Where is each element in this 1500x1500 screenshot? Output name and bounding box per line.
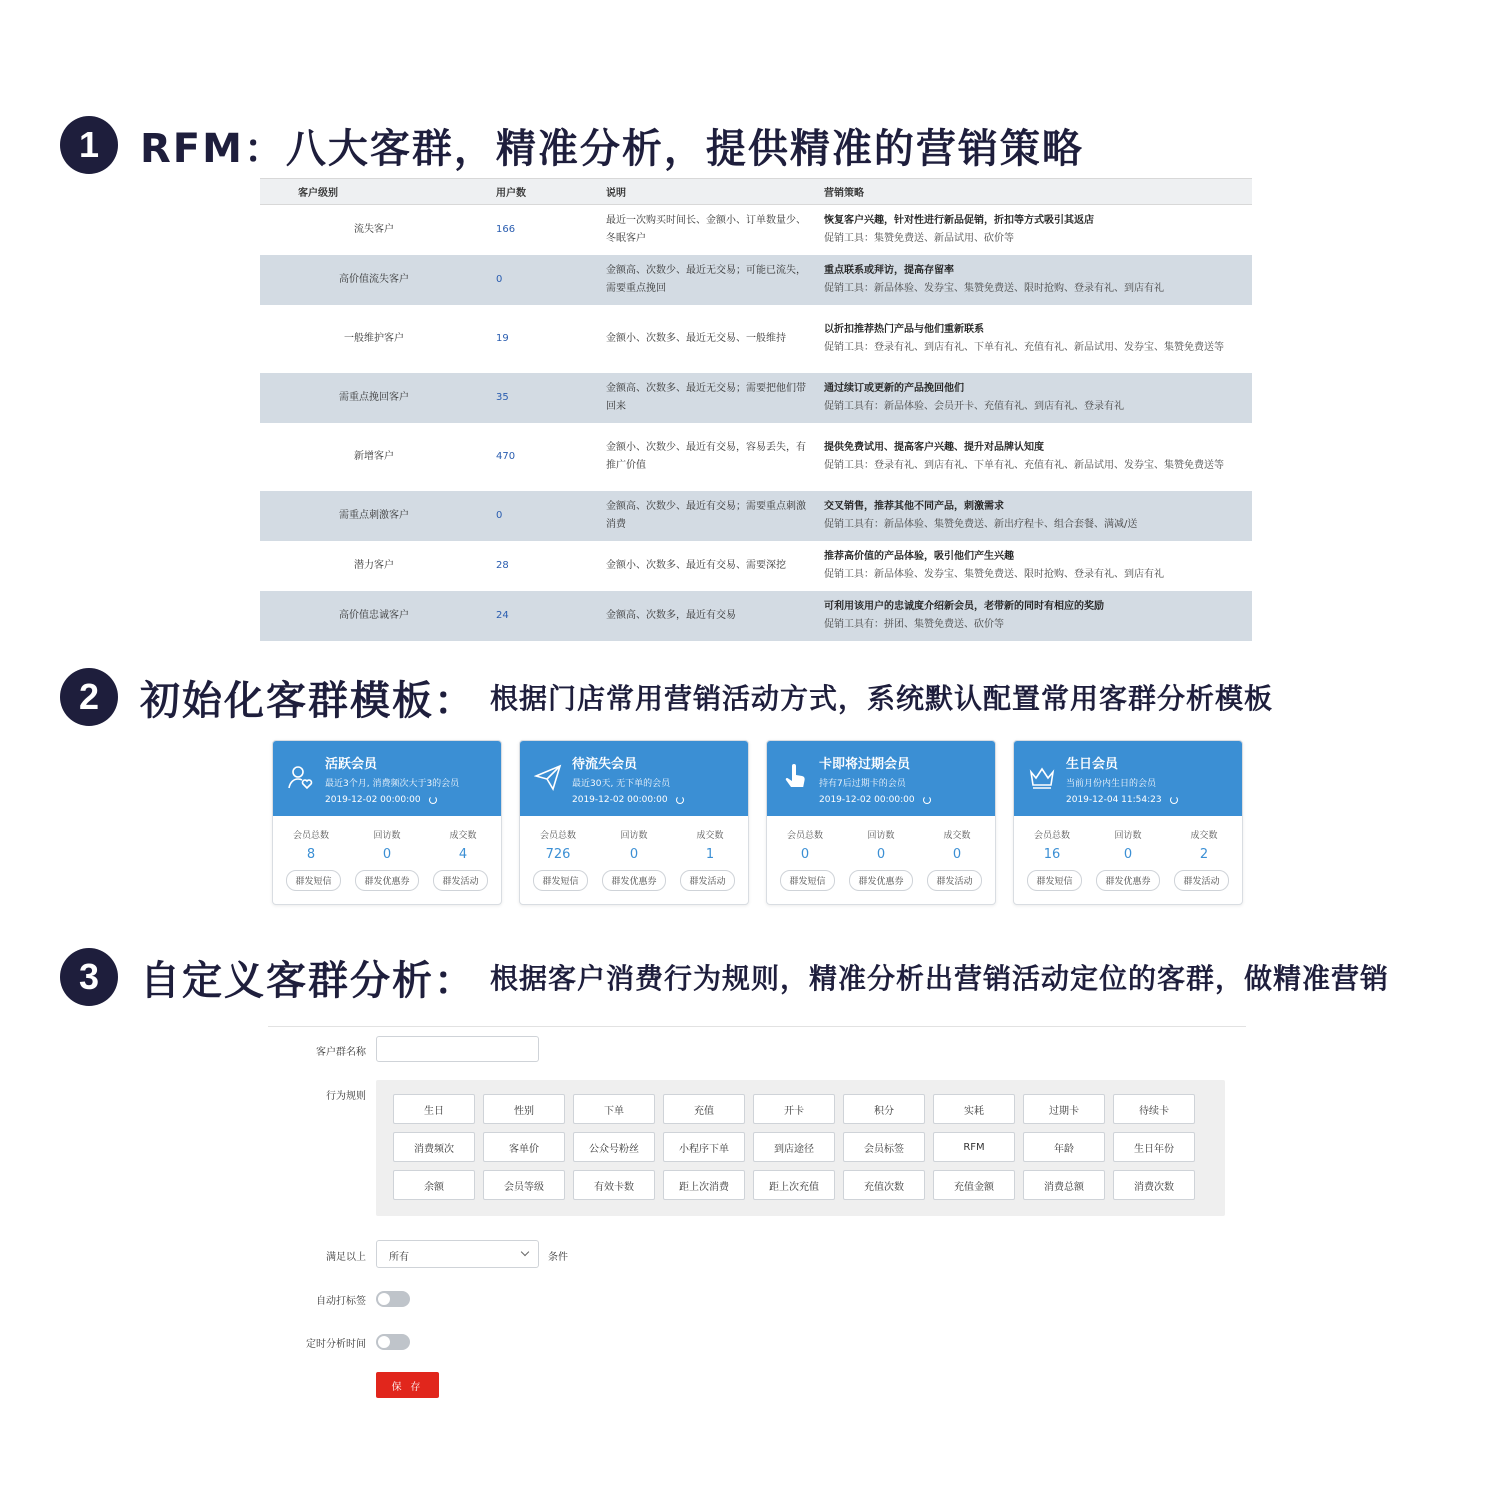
cell-desc: 金额小、次数多、最近有交易、需要深挖	[598, 541, 816, 591]
cell-strategy	[816, 423, 1252, 491]
stat-label: 成交数	[449, 831, 477, 841]
cell-count: 19	[488, 305, 598, 373]
stat-value: 1	[705, 847, 715, 862]
rule-option[interactable]: 距上次消费	[663, 1170, 745, 1200]
card-header	[1014, 741, 1242, 816]
stat-label: 回访数	[620, 831, 648, 841]
card-stats	[273, 816, 501, 862]
send-sms-button[interactable]: 群发短信	[1027, 870, 1081, 891]
send-activity-button[interactable]: 群发活动	[433, 870, 487, 891]
section-number-badge: 1	[60, 116, 118, 174]
send-activity-button[interactable]: 群发活动	[1174, 870, 1228, 891]
refresh-icon[interactable]	[1170, 796, 1178, 804]
card-header	[273, 741, 501, 816]
table-row	[260, 591, 1252, 641]
card-timestamp-row	[572, 795, 748, 805]
rule-option[interactable]: 年龄	[1023, 1132, 1105, 1162]
cell-level: 需重点挽回客户	[260, 373, 488, 423]
card-timestamp: 2019-12-02 00:00:00	[572, 795, 668, 805]
rule-option[interactable]: 到店途径	[753, 1132, 835, 1162]
rule-option[interactable]: RFM	[933, 1132, 1015, 1162]
send-coupon-button[interactable]: 群发优惠券	[849, 870, 912, 891]
send-activity-button[interactable]: 群发活动	[680, 870, 734, 891]
rules-panel	[376, 1080, 1225, 1216]
template-card[interactable]	[272, 740, 502, 905]
stat-total	[276, 828, 346, 862]
refresh-icon[interactable]	[923, 796, 931, 804]
promo-tools-text: 促销工具有：新品体验、集赞免费送、新出疗程卡、组合套餐、满减/送	[824, 518, 1138, 530]
cell-level: 需重点刺激客户	[260, 491, 488, 541]
table-header-row	[260, 179, 1252, 205]
chevron-down-icon	[521, 1248, 529, 1256]
section-number-badge: 3	[60, 948, 118, 1006]
stat-value: 0	[629, 847, 639, 862]
rule-option[interactable]: 小程序下单	[663, 1132, 745, 1162]
section-3-heading	[60, 948, 1389, 1006]
stat-value: 726	[545, 847, 571, 862]
group-name-input[interactable]	[376, 1036, 539, 1062]
table-row	[260, 423, 1252, 491]
refresh-icon[interactable]	[429, 796, 437, 804]
match-suffix: 条件	[548, 1252, 568, 1263]
rfm-table	[260, 178, 1252, 641]
section-2-heading	[60, 668, 1273, 726]
cell-desc: 金额高、次数多、最近无交易；需要把他们带回来	[598, 373, 816, 423]
strategy-text: 推荐高价值的产品体验，吸引他们产生兴趣	[824, 550, 1014, 562]
stat-value: 2	[1199, 847, 1209, 862]
crown-icon	[1028, 763, 1056, 791]
stat-label: 成交数	[696, 831, 724, 841]
cell-desc: 金额小、次数少、最近有交易，容易丢失，有推广价值	[598, 423, 816, 491]
cell-strategy	[816, 491, 1252, 541]
rule-option[interactable]: 过期卡	[1023, 1094, 1105, 1124]
template-cards	[272, 740, 1243, 905]
cell-level: 潜力客户	[260, 541, 488, 591]
rule-option[interactable]: 距上次充值	[753, 1170, 835, 1200]
strategy-text: 以折扣推荐热门产品与他们重新联系	[824, 323, 984, 335]
refresh-icon[interactable]	[676, 796, 684, 804]
card-title: 卡即将过期会员	[819, 757, 911, 772]
stat-value: 0	[800, 847, 810, 862]
cell-desc: 金额小、次数多、最近无交易、一般维持	[598, 305, 816, 373]
card-timestamp: 2019-12-04 11:54:23	[1066, 795, 1162, 805]
send-coupon-button[interactable]: 群发优惠券	[602, 870, 665, 891]
cell-count: 28	[488, 541, 598, 591]
stat-label: 会员总数	[786, 831, 823, 841]
rule-option[interactable]: 会员等级	[483, 1170, 565, 1200]
section-title: 初始化客群模板：	[140, 677, 476, 724]
group-name-label: 客户群名称	[316, 1047, 366, 1058]
rule-option[interactable]: 充值金额	[933, 1170, 1015, 1200]
stat-label: 会员总数	[539, 831, 576, 841]
rule-option[interactable]: 生日年份	[1113, 1132, 1195, 1162]
cell-desc: 金额高、次数多，最近有交易	[598, 591, 816, 641]
cell-strategy	[816, 541, 1252, 591]
section-subtitle: 根据门店常用营销活动方式，系统默认配置常用客群分析模板	[490, 682, 1274, 715]
cell-level: 流失客户	[260, 205, 488, 255]
promo-tools-text: 促销工具有：新品体验、会员开卡、充值有礼、到店有礼、登录有礼	[824, 400, 1124, 412]
stat-label: 成交数	[1190, 831, 1218, 841]
cell-count: 470	[488, 423, 598, 491]
rule-option[interactable]: 实耗	[933, 1094, 1015, 1124]
cell-level: 新增客户	[260, 423, 488, 491]
column-header-count: 用户数	[488, 179, 598, 205]
send-activity-button[interactable]: 群发活动	[927, 870, 981, 891]
cell-level: 一般维护客户	[260, 305, 488, 373]
send-sms-button[interactable]: 群发短信	[533, 870, 587, 891]
rule-option[interactable]: 开卡	[753, 1094, 835, 1124]
stat-value: 0	[952, 847, 962, 862]
stat-visits	[352, 828, 422, 862]
stat-visits	[599, 828, 669, 862]
stat-deals	[428, 828, 498, 862]
stat-label: 回访数	[867, 831, 895, 841]
cell-count: 35	[488, 373, 598, 423]
cell-count: 0	[488, 491, 598, 541]
card-actions	[1014, 862, 1242, 891]
cell-desc: 最近一次购买时间长、金额小、订单数量少、冬眠客户	[598, 205, 816, 255]
stat-value: 0	[1123, 847, 1133, 862]
column-header-level: 客户级别	[260, 179, 488, 205]
auto-tag-label: 自动打标签	[316, 1296, 366, 1307]
stat-total	[770, 828, 840, 862]
rules-label: 行为规则	[326, 1091, 366, 1102]
rule-option[interactable]: 积分	[843, 1094, 925, 1124]
auto-tag-toggle[interactable]	[376, 1291, 410, 1307]
cell-strategy	[816, 591, 1252, 641]
promo-tools-text: 促销工具：登录有礼、到店有礼、下单有礼、充值有礼、新品试用、发券宝、集赞免费送等	[824, 459, 1224, 471]
rule-option[interactable]: 客单价	[483, 1132, 565, 1162]
card-timestamp: 2019-12-02 00:00:00	[325, 795, 421, 805]
cell-desc: 金额高、次数少、最近有交易；需要重点刺激消费	[598, 491, 816, 541]
card-actions	[273, 862, 501, 891]
strategy-text: 重点联系或拜访，提高存留率	[824, 264, 954, 276]
strategy-text: 提供免费试用、提高客户兴趣、提升对品牌认知度	[824, 441, 1044, 453]
toggle-knob	[378, 1336, 390, 1348]
stat-label: 会员总数	[292, 831, 329, 841]
stat-value: 8	[306, 847, 316, 862]
cell-strategy	[816, 255, 1252, 305]
card-description: 持有7后过期卡的会员	[819, 779, 906, 789]
save-button[interactable]: 保 存	[376, 1372, 439, 1398]
match-label: 满足以上	[326, 1252, 366, 1263]
column-header-strategy: 营销策略	[816, 179, 1252, 205]
table-row	[260, 305, 1252, 373]
cell-level: 高价值流失客户	[260, 255, 488, 305]
promo-tools-text: 促销工具有：拼团、集赞免费送、砍价等	[824, 618, 1004, 630]
promo-tools-text: 促销工具：集赞免费送、新品试用、砍价等	[824, 232, 1014, 244]
rule-option[interactable]: 会员标签	[843, 1132, 925, 1162]
card-header	[767, 741, 995, 816]
stat-value: 0	[876, 847, 886, 862]
send-sms-button[interactable]: 群发短信	[286, 870, 340, 891]
section-title: 自定义客群分析：	[140, 957, 476, 1004]
stat-deals	[922, 828, 992, 862]
card-stats	[1014, 816, 1242, 862]
card-description: 最近3个月, 消费频次大于3的会员	[325, 779, 460, 789]
stat-visits	[1093, 828, 1163, 862]
card-actions	[520, 862, 748, 891]
rule-option[interactable]: 有效卡数	[573, 1170, 655, 1200]
stat-total	[1017, 828, 1087, 862]
stat-label: 会员总数	[1033, 831, 1070, 841]
cell-level: 高价值忠诚客户	[260, 591, 488, 641]
rule-option[interactable]: 充值	[663, 1094, 745, 1124]
card-description: 最近30天, 无下单的会员	[572, 779, 671, 789]
timed-analysis-toggle[interactable]	[376, 1334, 410, 1350]
card-title: 活跃会员	[325, 757, 378, 772]
stat-deals	[675, 828, 745, 862]
rule-option[interactable]: 待续卡	[1113, 1094, 1195, 1124]
card-timestamp-row	[1066, 795, 1242, 805]
section-subtitle: 根据客户消费行为规则，精准分析出营销活动定位的客群，做精准营销	[490, 962, 1390, 995]
card-description: 当前月份内生日的会员	[1066, 779, 1157, 789]
stat-label: 成交数	[943, 831, 971, 841]
strategy-text: 交叉销售，推荐其他不同产品，刺激需求	[824, 500, 1004, 512]
cell-strategy	[816, 373, 1252, 423]
cell-desc: 金额高、次数少、最近无交易；可能已流失，需要重点挽回	[598, 255, 816, 305]
stat-value: 16	[1043, 847, 1061, 862]
stat-label: 回访数	[373, 831, 401, 841]
stat-deals	[1169, 828, 1239, 862]
card-timestamp: 2019-12-02 00:00:00	[819, 795, 915, 805]
rule-option[interactable]: 下单	[573, 1094, 655, 1124]
hand-pointer-icon	[781, 763, 809, 791]
section-title: RFM：八大客群，精准分析，提供精准的营销策略	[140, 125, 1084, 172]
rule-option[interactable]: 生日	[393, 1094, 475, 1124]
template-card[interactable]	[766, 740, 996, 905]
table-row	[260, 205, 1252, 255]
strategy-text: 通过续订或更新的产品挽回他们	[824, 382, 964, 394]
cell-strategy	[816, 205, 1252, 255]
rule-option[interactable]: 公众号粉丝	[573, 1132, 655, 1162]
strategy-text: 恢复客户兴趣，针对性进行新品促销，折扣等方式吸引其返店	[824, 214, 1094, 226]
card-actions	[767, 862, 995, 891]
rule-option[interactable]: 消费次数	[1113, 1170, 1195, 1200]
paper-plane-icon	[534, 763, 562, 791]
section-1-heading	[60, 116, 1084, 174]
card-timestamp-row	[819, 795, 995, 805]
cell-count: 0	[488, 255, 598, 305]
rule-option[interactable]: 充值次数	[843, 1170, 925, 1200]
match-select-value: 所有	[389, 1252, 409, 1263]
rule-option[interactable]: 消费频次	[393, 1132, 475, 1162]
card-stats	[520, 816, 748, 862]
table-row	[260, 255, 1252, 305]
promo-tools-text: 促销工具：新品体验、发券宝、集赞免费送、限时抢购、登录有礼、到店有礼	[824, 568, 1164, 580]
table-row	[260, 491, 1252, 541]
toggle-knob	[378, 1293, 390, 1305]
template-card[interactable]	[1013, 740, 1243, 905]
send-sms-button[interactable]: 群发短信	[780, 870, 834, 891]
stat-total	[523, 828, 593, 862]
rule-option[interactable]: 性别	[483, 1094, 565, 1124]
send-coupon-button[interactable]: 群发优惠券	[355, 870, 418, 891]
card-title: 待流失会员	[572, 757, 638, 772]
card-header	[520, 741, 748, 816]
column-header-desc: 说明	[598, 179, 816, 205]
match-select[interactable]	[376, 1240, 539, 1268]
promo-tools-text: 促销工具：新品体验、发券宝、集赞免费送、限时抢购、登录有礼、到店有礼	[824, 282, 1164, 294]
cell-count: 166	[488, 205, 598, 255]
strategy-text: 可利用该用户的忠诚度介绍新会员，老带新的同时有相应的奖励	[824, 600, 1104, 612]
send-coupon-button[interactable]: 群发优惠券	[1096, 870, 1159, 891]
stat-label: 回访数	[1114, 831, 1142, 841]
template-card[interactable]	[519, 740, 749, 905]
card-stats	[767, 816, 995, 862]
cell-count: 24	[488, 591, 598, 641]
promo-tools-text: 促销工具：登录有礼、到店有礼、下单有礼、充值有礼、新品试用、发券宝、集赞免费送等	[824, 341, 1224, 353]
rule-option[interactable]: 余额	[393, 1170, 475, 1200]
divider	[268, 1026, 1246, 1027]
section-number-badge: 2	[60, 668, 118, 726]
stat-value: 0	[382, 847, 392, 862]
card-timestamp-row	[325, 795, 501, 805]
table-row	[260, 541, 1252, 591]
card-title: 生日会员	[1066, 757, 1119, 772]
cell-strategy	[816, 305, 1252, 373]
table-row	[260, 373, 1252, 423]
timed-analysis-label: 定时分析时间	[306, 1339, 366, 1350]
rule-option[interactable]: 消费总额	[1023, 1170, 1105, 1200]
stat-value: 4	[458, 847, 468, 862]
stat-visits	[846, 828, 916, 862]
user-heart-icon	[287, 763, 315, 791]
